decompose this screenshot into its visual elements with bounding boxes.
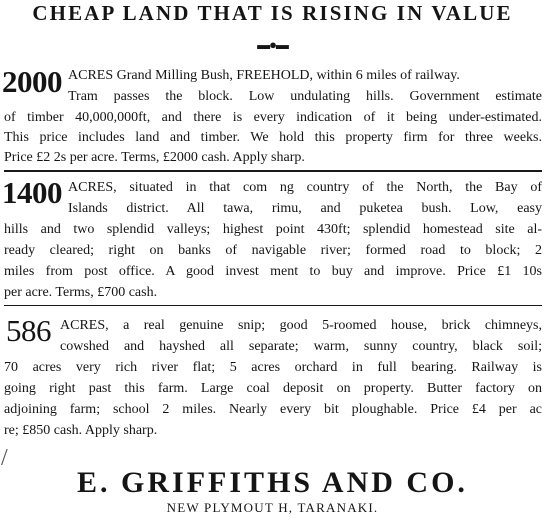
margin-mark: / [1, 445, 8, 471]
listing-text-line: cowshed and hayshed all separate; warm, sunny country, black soil; [60, 339, 542, 354]
acreage-number: 1400 [2, 175, 62, 210]
section-rule [4, 305, 542, 306]
headline: CHEAP LAND THAT IS RISING IN VALUE [32, 1, 513, 25]
listing-text-line: ready cleared; right on banks of navigable river; formed road to block; 2 [4, 243, 542, 258]
advertiser-address: NEW PLYMOUT H, TARANAKI. [166, 500, 379, 515]
listing-text-line: miles from post office. A good invest ment to buy and improve. Price £1 10s [4, 264, 542, 279]
listing-text-line: re; £850 cash. Apply sharp. [4, 423, 158, 438]
advertiser-name: E. GRIFFITHS AND CO. [77, 466, 468, 499]
listing-text-line: per acre. Terms, £700 cash. [4, 285, 158, 300]
listing-text-line: Price £2 2s per acre. Terms, £2000 cash. Apply sharp. [4, 150, 305, 165]
listing-text-line: adjoining farm; school 2 miles. Nearly every bit ploughable. Price £4 per ac [4, 402, 542, 417]
listing-text-line: of timber 40,000,000ft, and there is every indication of it being under-estimated. [4, 110, 542, 125]
section-rule [4, 170, 542, 172]
acreage-number: 586 [6, 313, 51, 348]
listing-text-line: hills and two splendid valleys; highest point 430ft; splendid homestead site al- [4, 222, 542, 237]
acreage-number: 2000 [2, 64, 62, 99]
listing-text-line: going right past this farm. Large coal deposit on property. Butter factory on [4, 381, 542, 396]
listing-text-line: 70 acres very rich river flat; 5 acres orchard in full bearing. Railway is [4, 360, 542, 375]
ornament-divider: ▬●▬ [257, 37, 288, 52]
listing-text-line: Tram passes the block. Low undulating hills. Government estimate [68, 89, 542, 104]
listing-text-line: ACRES, situated in that com ng country of the North, the Bay of [68, 180, 542, 195]
listing-text-line: Islands district. All tawa, rimu, and puketea bush. Low, easy [68, 201, 542, 216]
listing-text-line: ACRES, a real genuine snip; good 5-roomed house, brick chimneys, [60, 318, 542, 333]
listing-text-line: ACRES Grand Milling Bush, FREEHOLD, within 6 miles of railway. [68, 68, 460, 83]
listing-text-line: This price includes land and timber. We hold this property firm for three weeks. [4, 130, 542, 145]
